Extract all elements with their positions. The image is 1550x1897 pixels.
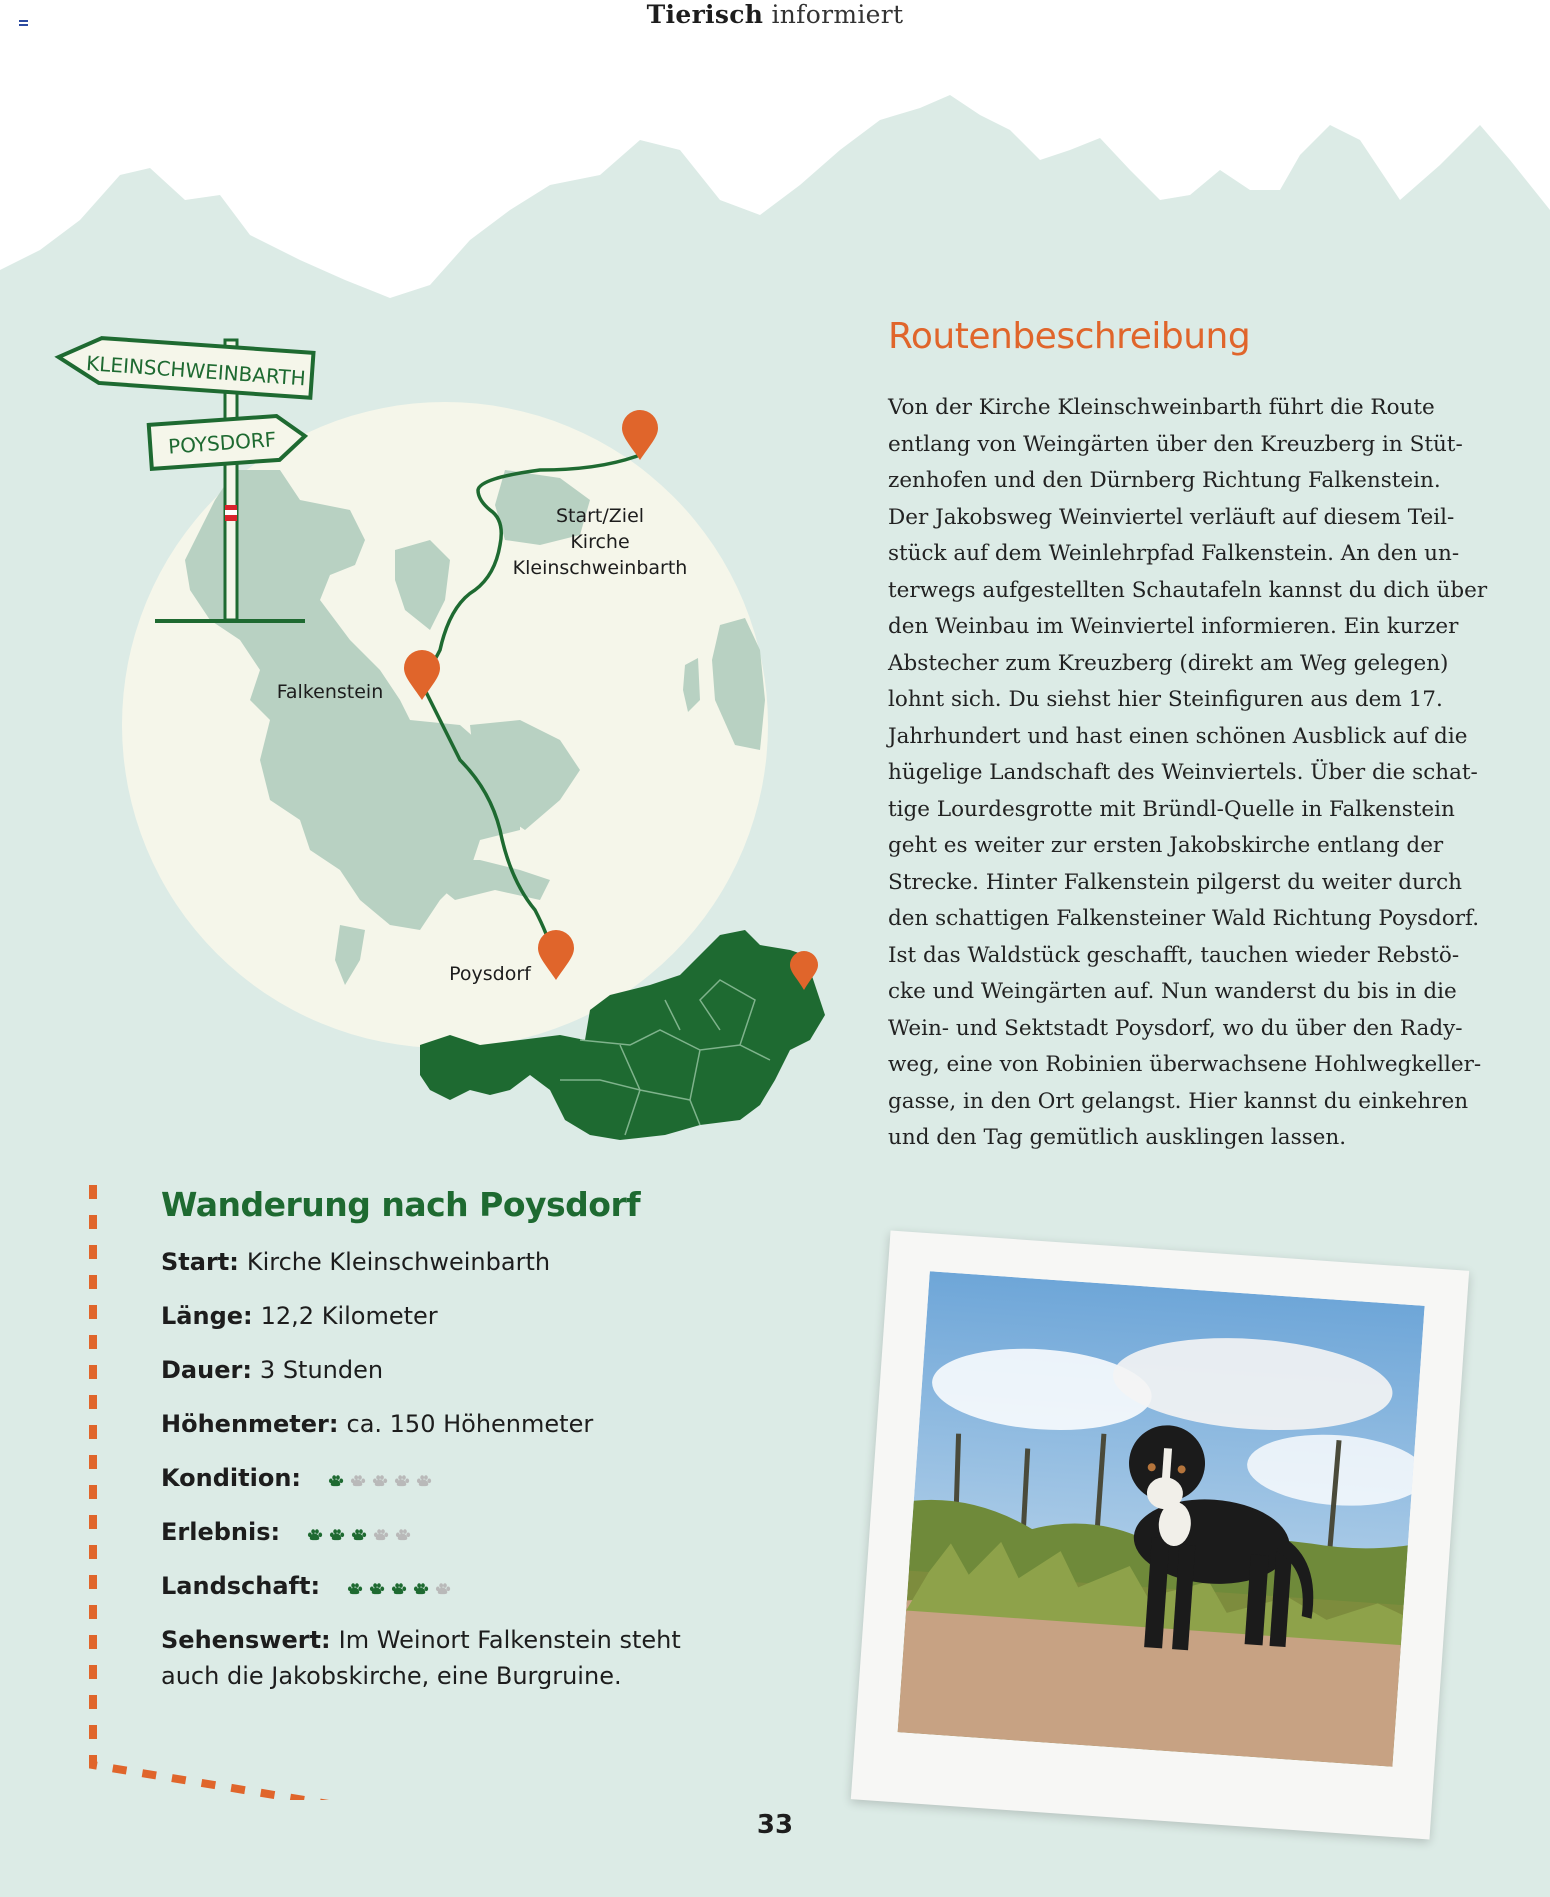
landscape-rating xyxy=(346,1578,452,1596)
paw-icon xyxy=(434,1578,452,1596)
mountain-backdrop xyxy=(0,0,1550,320)
route-line: zenhofen und den Dürnberg Richtung Falkenstein. xyxy=(888,468,1441,493)
paw-icon xyxy=(346,1578,364,1596)
fact-sights xyxy=(161,1622,721,1694)
fact-start-label: Start: xyxy=(161,1248,239,1276)
paw-icon xyxy=(372,1524,390,1542)
experience-rating xyxy=(306,1524,412,1542)
fact-length xyxy=(161,1298,721,1334)
menu-icon[interactable] xyxy=(19,20,28,26)
fact-condition xyxy=(161,1460,721,1496)
route-line: Strecke. Hinter Falkenstein pilgerst du weiter durch xyxy=(888,869,1462,895)
paw-icon xyxy=(394,1524,412,1542)
paw-icon xyxy=(415,1470,433,1488)
hike-facts xyxy=(161,1185,721,1712)
fact-duration-value: 3 Stunden xyxy=(259,1356,384,1384)
page-number: 33 xyxy=(756,1810,794,1840)
route-line: tige Lourdesgrotte mit Bründl-Quelle in Falkenstein xyxy=(888,796,1455,822)
fact-length-label: Länge: xyxy=(161,1302,253,1330)
fact-start xyxy=(161,1244,721,1280)
fact-duration-label: Dauer: xyxy=(161,1356,252,1384)
condition-rating xyxy=(327,1470,433,1488)
header-light: informiert xyxy=(771,0,904,29)
label-falkenstein: Falkenstein xyxy=(276,681,384,703)
fact-experience xyxy=(161,1514,721,1550)
route-line: entlang von Weingärten über den Kreuzberg in Stüt- xyxy=(888,431,1463,457)
dog-vineyard-photo xyxy=(898,1271,1425,1766)
fact-landscape xyxy=(161,1568,721,1604)
route-title: Routenbeschreibung xyxy=(888,316,1251,357)
fact-experience-label: Erlebnis: xyxy=(161,1518,281,1546)
sign-kleinschweinbarth: KLEINSCHWEINBARTH xyxy=(85,351,307,391)
header-bold: Tierisch xyxy=(646,0,764,29)
route-line: weg, eine von Robinien überwachsene Hohlwegkeller- xyxy=(888,1052,1482,1077)
fact-length-value: 12,2 Kilometer xyxy=(260,1302,438,1330)
route-line: und den Tag gemütlich ausklingen lassen. xyxy=(888,1125,1347,1150)
fact-start-value: Kirche Kleinschweinbarth xyxy=(246,1248,551,1276)
route-line: den schattigen Falkensteiner Wald Richtung Poysdorf. xyxy=(888,906,1480,931)
polaroid-photo xyxy=(851,1230,1469,1839)
paw-icon xyxy=(327,1470,345,1488)
paw-icon xyxy=(371,1470,389,1488)
route-line: terwegs aufgestellten Schautafeln kannst du dich über xyxy=(888,577,1488,603)
route-line: cke und Weingärten auf. Nun wanderst du bis in die xyxy=(888,979,1457,1004)
paw-icon xyxy=(328,1524,346,1542)
route-line: Wein- und Sektstadt Poysdorf, wo du über den Rady- xyxy=(888,1015,1463,1041)
fact-elevation xyxy=(161,1406,721,1442)
facts-title: Wanderung nach Poysdorf xyxy=(161,1185,641,1224)
fact-elevation-label: Höhenmeter: xyxy=(161,1410,339,1438)
paw-icon xyxy=(350,1524,368,1542)
route-line: hügelige Landschaft des Weinviertels. Über die schat- xyxy=(888,760,1478,785)
fact-sights-label: Sehenswert: xyxy=(161,1626,331,1654)
route-description xyxy=(888,390,1488,1157)
route-line: Jahrhundert und hast einen schönen Ausblick auf die xyxy=(888,723,1468,749)
fact-elevation-value: ca. 150 Höhenmeter xyxy=(346,1410,594,1438)
fact-sights-value-2: auch die Jakobskirche, eine Burgruine. xyxy=(161,1662,622,1690)
fact-sights-value-1: Im Weinort Falkenstein steht xyxy=(338,1626,681,1654)
label-poysdorf: Poysdorf xyxy=(449,963,531,985)
pin-start xyxy=(622,410,658,460)
route-line: lohnt sich. Du siehst hier Steinfiguren aus dem 17. xyxy=(888,687,1443,712)
route-line: Von der Kirche Kleinschweinbarth führt die Route xyxy=(888,395,1435,420)
route-line: stück auf dem Weinlehrpfad Falkenstein. An den un- xyxy=(888,541,1460,566)
paw-icon xyxy=(306,1524,324,1542)
paw-icon xyxy=(368,1578,386,1596)
route-line: Der Jakobsweg Weinviertel verläuft auf diesem Teil- xyxy=(888,504,1455,530)
route-line: gasse, in den Ort gelangst. Hier kannst du einkehren xyxy=(888,1088,1469,1114)
sign-poysdorf: POYSDORF xyxy=(167,427,277,459)
route-line: Ist das Waldstück geschafft, tauchen wieder Rebstö- xyxy=(888,942,1460,968)
paw-icon xyxy=(390,1578,408,1596)
paw-icon xyxy=(412,1578,430,1596)
paw-icon xyxy=(393,1470,411,1488)
fact-duration xyxy=(161,1352,721,1388)
label-start-1: Start/Ziel xyxy=(555,505,645,527)
route-line: geht es weiter zur ersten Jakobskirche entlang der xyxy=(888,833,1444,858)
label-start-2: Kirche xyxy=(570,531,630,553)
fact-landscape-label: Landschaft: xyxy=(161,1572,321,1600)
fact-condition-label: Kondition: xyxy=(161,1464,302,1492)
label-start-3: Kleinschweinbarth xyxy=(512,557,688,579)
route-line: den Weinbau im Weinviertel informieren. Ein kurzer xyxy=(888,614,1459,639)
route-map xyxy=(0,300,840,1180)
paw-icon xyxy=(349,1470,367,1488)
route-line: Abstecher zum Kreuzberg (direkt am Weg gelegen) xyxy=(888,650,1449,676)
running-header xyxy=(0,0,1550,29)
